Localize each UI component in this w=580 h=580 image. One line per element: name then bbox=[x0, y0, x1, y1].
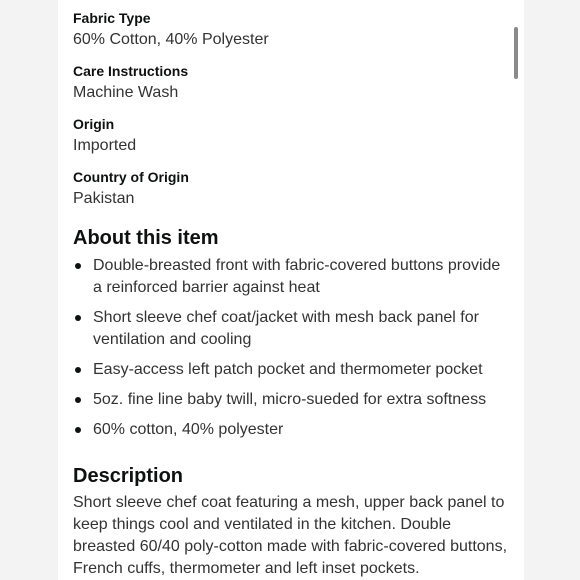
description-text: Short sleeve chef coat featuring a mesh, upper back panel to keep things cool and ventilated in the kitchen. Double breasted 60/40 poly-cotton made with fabric-covered buttons, French cuffs, thermometer and left inset pockets. bbox=[73, 494, 508, 577]
spec-care-instructions bbox=[73, 62, 513, 105]
product-details-panel bbox=[58, 0, 524, 580]
bullet-dot-icon bbox=[75, 367, 81, 373]
spec-label: Care Instructions bbox=[73, 63, 189, 79]
bullet-item bbox=[73, 389, 513, 411]
scrollbar-thumb[interactable] bbox=[514, 27, 518, 79]
bullet-text: Short sleeve chef coat/jacket with mesh back panel for ventilation and cooling bbox=[93, 309, 479, 348]
spec-value: Machine Wash bbox=[73, 84, 179, 101]
bullet-text: 5oz. fine line baby twill, micro-sueded for extra softness bbox=[93, 391, 487, 408]
bullet-item bbox=[73, 307, 513, 351]
bullet-text: Double-breasted front with fabric-covered buttons provide a reinforced barrier against heat bbox=[93, 257, 501, 296]
about-heading: About this item bbox=[73, 227, 219, 249]
bullet-item bbox=[73, 419, 513, 441]
spec-value: Pakistan bbox=[73, 190, 135, 207]
about-bullet-list bbox=[73, 255, 513, 441]
spec-country-of-origin bbox=[73, 168, 513, 211]
spec-value: Imported bbox=[73, 137, 137, 154]
spec-label: Origin bbox=[73, 116, 115, 132]
bullet-dot-icon bbox=[75, 315, 81, 321]
bullet-text: Easy-access left patch pocket and thermometer pocket bbox=[93, 361, 483, 378]
bullet-dot-icon bbox=[75, 427, 81, 433]
spec-fabric-type bbox=[73, 9, 513, 52]
bullet-item bbox=[73, 255, 513, 299]
bullet-dot-icon bbox=[75, 397, 81, 403]
spec-value: 60% Cotton, 40% Polyester bbox=[73, 31, 269, 48]
about-this-item-section bbox=[73, 225, 513, 441]
bullet-text: 60% cotton, 40% polyester bbox=[93, 421, 284, 438]
spec-origin bbox=[73, 115, 513, 158]
description-heading: Description bbox=[73, 465, 184, 487]
spec-label: Fabric Type bbox=[73, 10, 151, 26]
spec-label: Country of Origin bbox=[73, 169, 189, 185]
description-section bbox=[73, 463, 513, 580]
bullet-item bbox=[73, 359, 513, 381]
bullet-dot-icon bbox=[75, 263, 81, 269]
product-details-content bbox=[73, 0, 513, 580]
